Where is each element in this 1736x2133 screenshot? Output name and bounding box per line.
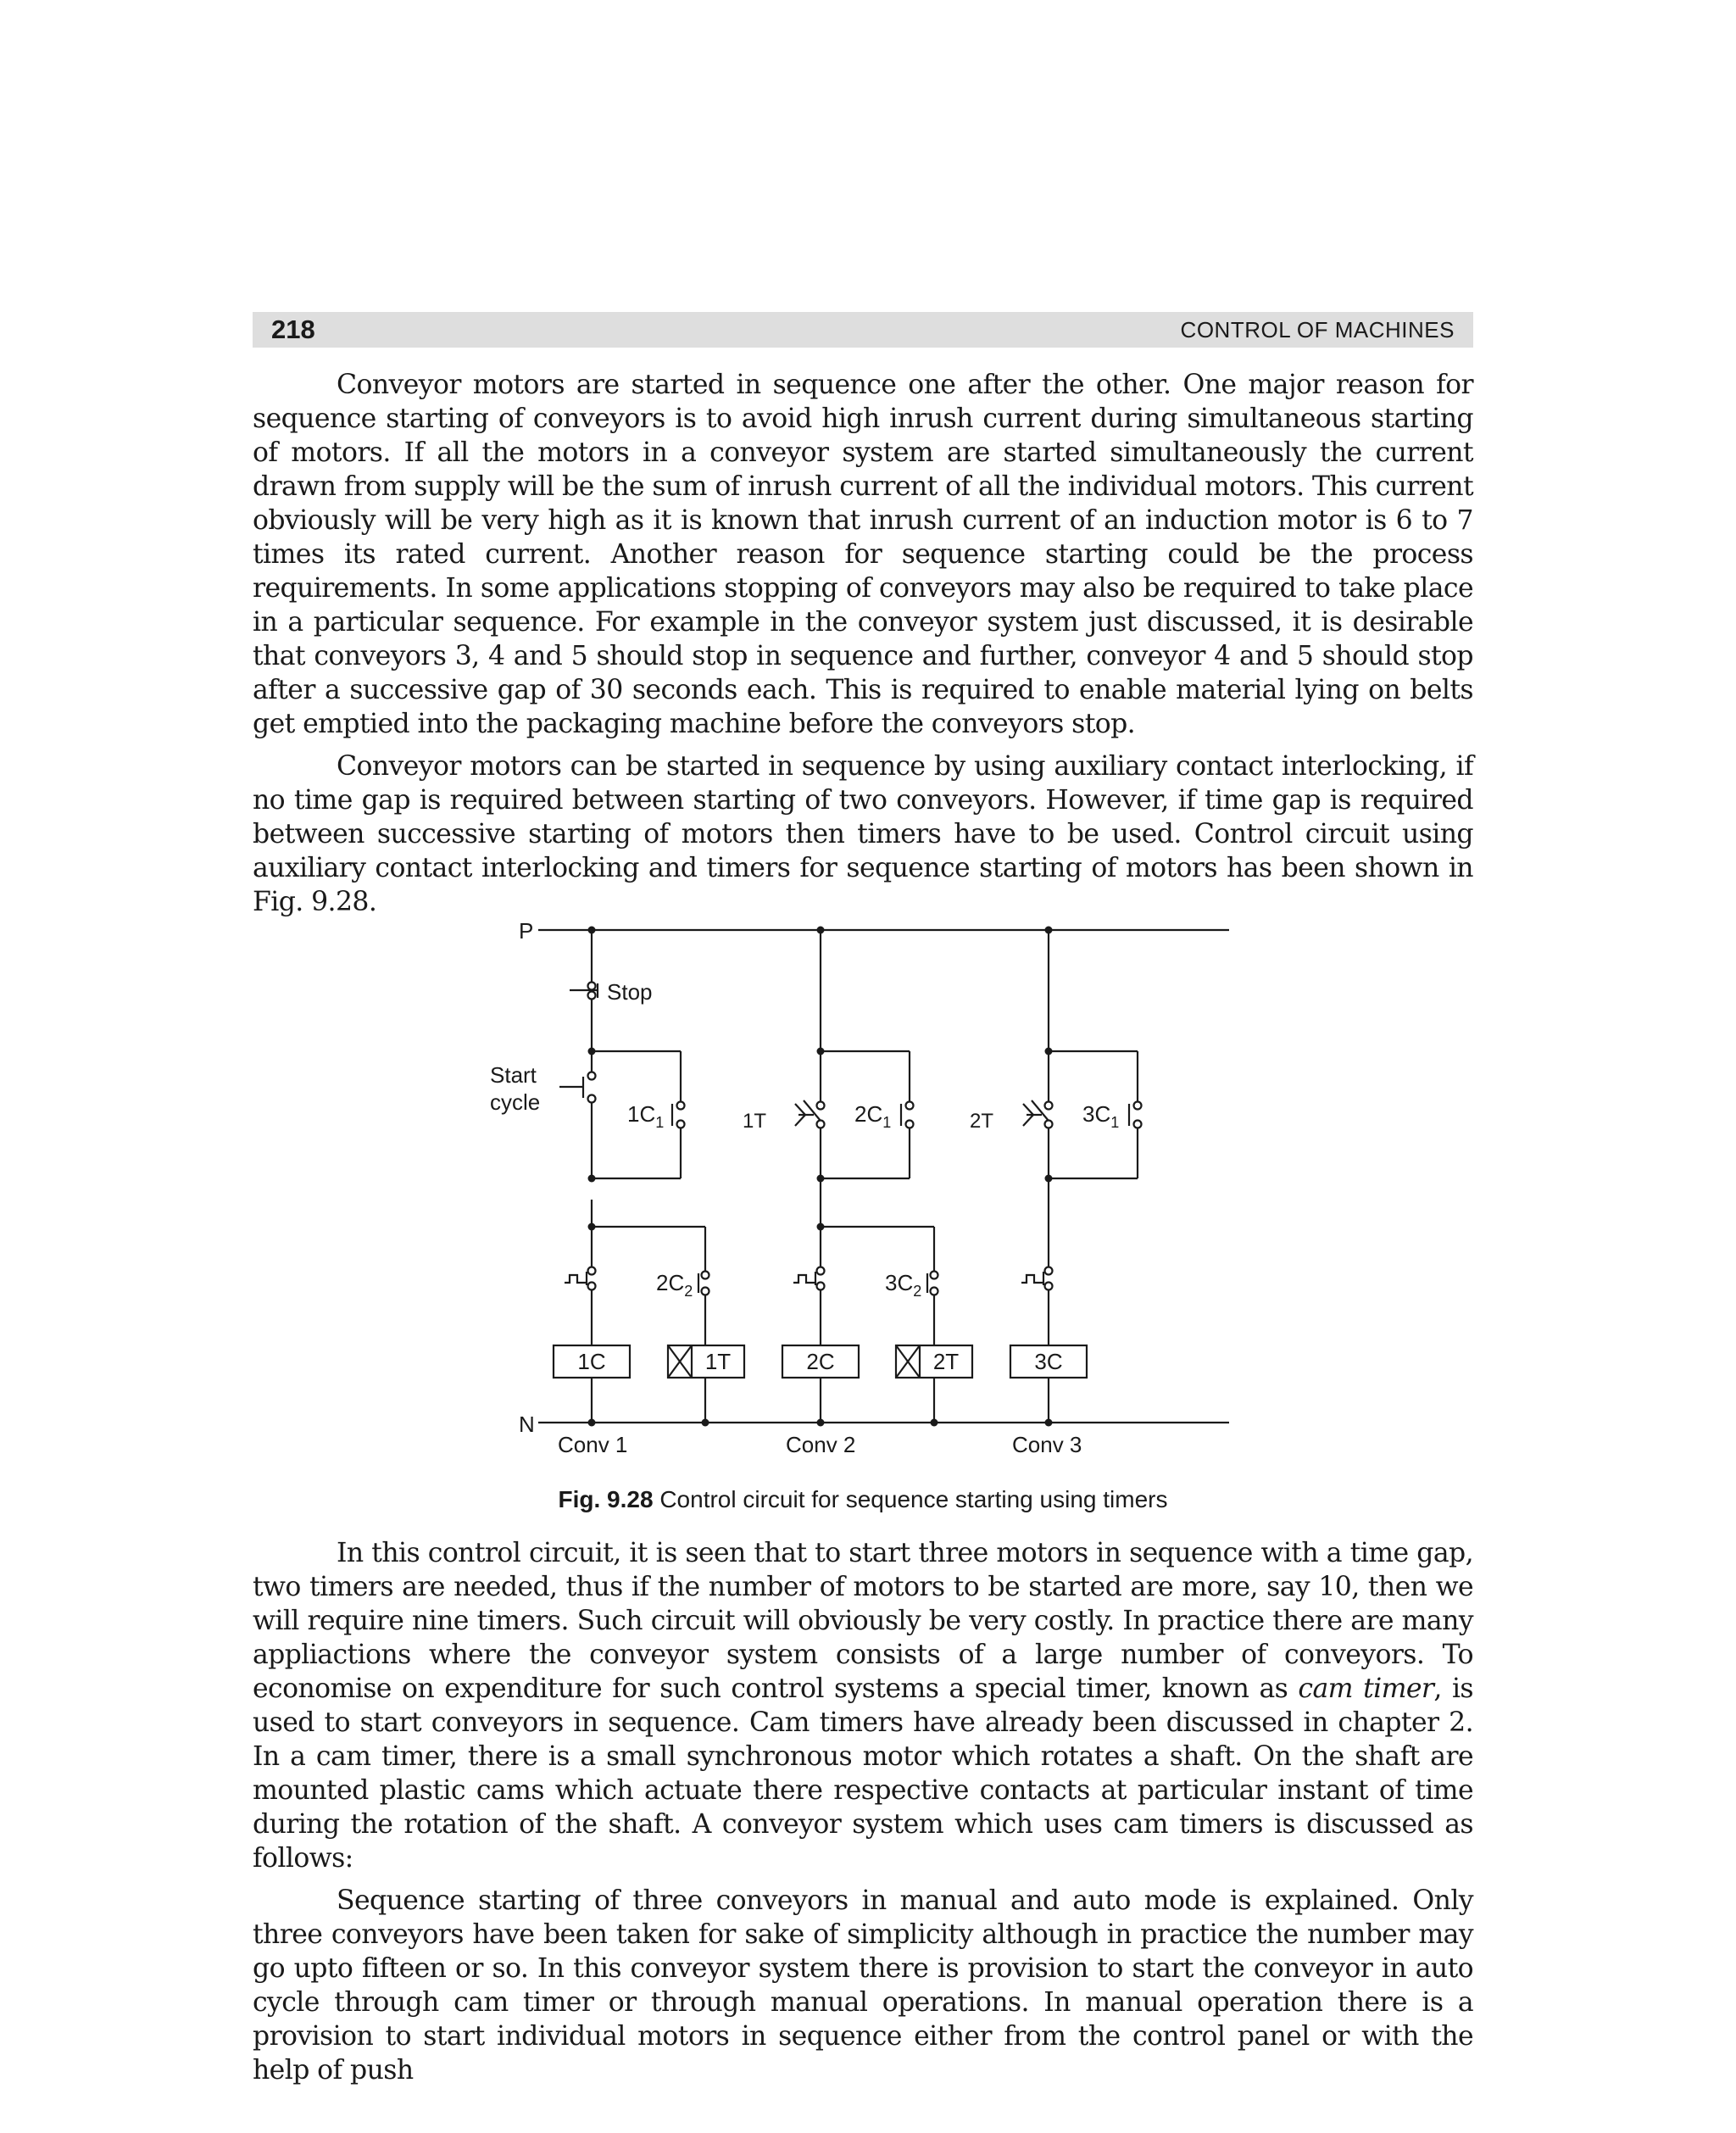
label-1c1: $1C_1$ bbox=[627, 1101, 665, 1131]
start-pushbutton bbox=[559, 1072, 596, 1103]
label-conv-2: Conv 2 bbox=[786, 1432, 856, 1457]
page-number: 218 bbox=[271, 315, 315, 344]
label-2c1: $2C_1$ bbox=[854, 1101, 892, 1131]
label-start: Start bbox=[490, 1062, 537, 1088]
paragraph bbox=[253, 1536, 1473, 1875]
figure-caption-text: Control circuit for sequence starting using timers bbox=[659, 1486, 1168, 1512]
label-cycle: cycle bbox=[490, 1089, 541, 1115]
paragraph: Conveyor motors are started in sequence one after the other. One major reason for sequence starting of conveyors is to avoid high inrush current during simultaneous starting of motors. If all the motors in a conveyor system are started simultaneously the current drawn from supply will be the sum of inrush current of all the individual motors. This current obviously will be very high as it is known that inrush current of an induction motor is 6 to 7 times its rated current. Another reason for sequence starting could be the process requirements. In some applications stopping of conveyors may also be required to take place in a particular sequence. For example in the conveyor system just discussed, it is desirable that conveyors 3, 4 and 5 should stop in sequence and further, conveyor 4 and 5 should stop after a successive gap of 30 seconds each. This is required to enable material lying on belts get emptied into the packaging machine before the conveyors stop. bbox=[253, 370, 1473, 739]
figure-caption bbox=[253, 1486, 1473, 1513]
emphasis-cam-timer: cam timer bbox=[1298, 1674, 1434, 1704]
paragraph-text: In this control circuit, it is seen that to start three motors in sequence with a time gap, two timers are needed, thus if the number of motors to be started are more, say 10, then we will require nine timers. Such circuit will obviously be very costly. In practice there are many appliactions where the conveyor system consists of a large number of conveyors. To economise on expenditure for such control systems a special timer, known as bbox=[253, 1538, 1473, 1704]
body-text-top bbox=[253, 368, 1473, 919]
page-header bbox=[253, 312, 1473, 348]
timer-contacts bbox=[795, 1100, 1053, 1128]
coil-label-1t: 1T bbox=[704, 1349, 732, 1374]
coil-label-3c: 3C bbox=[1034, 1349, 1063, 1374]
figure-number: Fig. 9.28 bbox=[558, 1486, 654, 1512]
overload-contacts bbox=[565, 1267, 1053, 1290]
paragraph-text: , is used to start conveyors in sequence. Cam timers have already been discussed in chapter 2. In a cam timer, there is a small synchronous motor which rotates a shaft. On the shaft are mounted plastic cams which actuate there respective contacts at particular instant of time during the rotation of the shaft. A conveyor system which uses cam timers is discussed as follows: bbox=[253, 1674, 1473, 1874]
label-conv-1: Conv 1 bbox=[558, 1432, 628, 1457]
circuit-diagram bbox=[475, 911, 1255, 1530]
running-head: CONTROL OF MACHINES bbox=[1180, 316, 1455, 343]
paragraph: Conveyor motors can be started in sequence by using auxiliary contact interlocking, if no time gap is required between starting of two conveyors. However, if time gap is required between successive starting of motors then timers have to be used. Control circuit using auxiliary contact interlocking and timers for sequence starting of motors has been shown in Fig. 9.28. bbox=[253, 751, 1473, 917]
label-stop: Stop bbox=[607, 979, 653, 1005]
coil-label-1c: 1C bbox=[577, 1349, 606, 1374]
label-2t-contact: 2T bbox=[970, 1110, 994, 1133]
paragraph: Sequence starting of three conveyors in manual and auto mode is explained. Only three conveyors have been taken for sake of simplicity although in practice the number may go upto fifteen or so. In this conveyor system there is provision to start the conveyor in auto cycle through cam timer or through manual operations. In manual operation there is a provision to start individual motors in sequence either from the control panel or with the help of push bbox=[253, 1885, 1473, 2086]
label-conv-3: Conv 3 bbox=[1012, 1432, 1082, 1457]
coil-label-2c: 2C bbox=[806, 1349, 835, 1374]
coil-label-2t: 2T bbox=[932, 1349, 960, 1374]
label-3c2: $3C_2$ bbox=[885, 1270, 922, 1300]
label-1t-contact: 1T bbox=[743, 1110, 767, 1133]
label-2c2: $2C_2$ bbox=[656, 1270, 693, 1300]
stop-pushbutton bbox=[570, 983, 598, 1000]
label-p: P bbox=[519, 918, 534, 944]
label-n: N bbox=[519, 1412, 535, 1437]
body-text-bottom bbox=[253, 1536, 1473, 2087]
label-3c1: $3C_1$ bbox=[1082, 1101, 1120, 1131]
